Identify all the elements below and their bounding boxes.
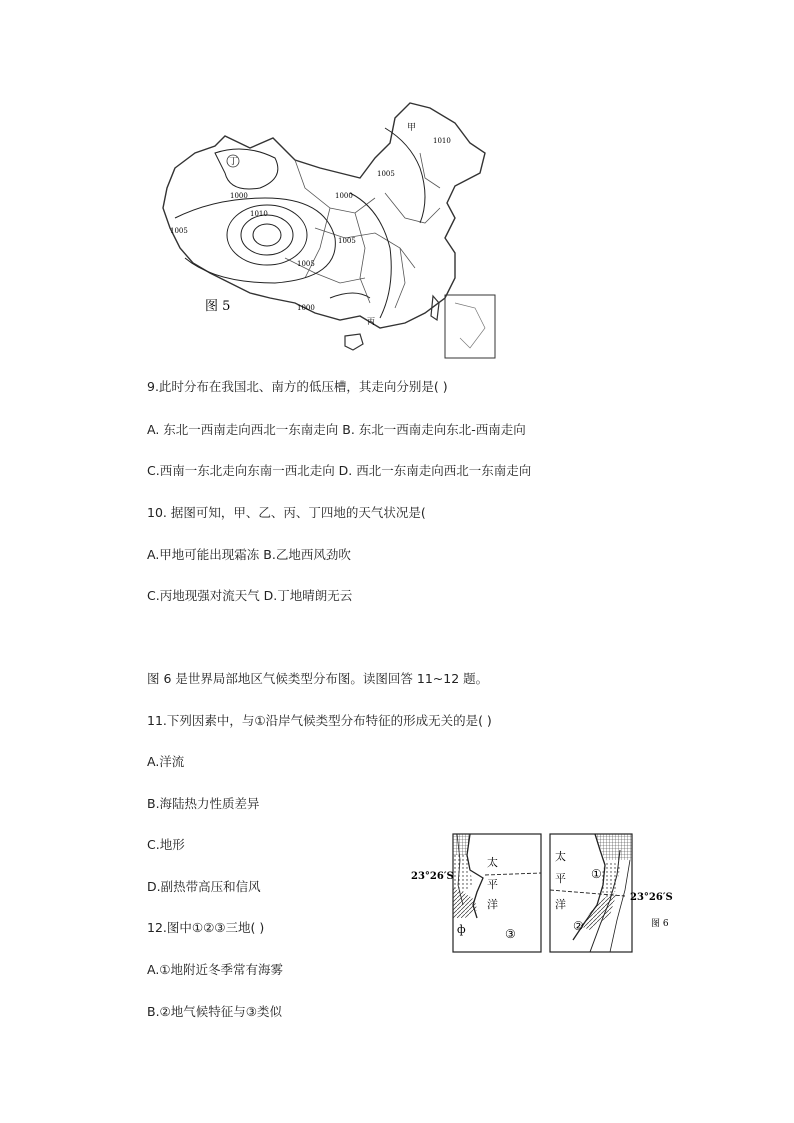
figure5-isobar-map [155,98,500,360]
q10-options-row2: C.丙地现强对流天气 D.丁地晴朗无云 [147,588,353,603]
q9-options-row1: A. 东北一西南走向西北一东南走向 B. 东北一西南走向东北-西南走向 [147,422,526,437]
marker-1: ① [591,867,602,881]
q11-option-a: A.洋流 [147,754,185,769]
taiwan-island [431,296,439,320]
right-ocean-char-3: 洋 [555,898,566,911]
isobar-label: 1000 [230,192,248,200]
q10-options-row1: A.甲地可能出现霜冻 B.乙地西风劲吹 [147,547,351,562]
figure6-caption: 图 6 [651,919,669,929]
isobar-label: 1010 [250,210,268,218]
isobar-label: 1000 [335,192,353,200]
left-latitude-label: 23°26′S [411,871,454,882]
left-ocean-char-3: 洋 [487,898,498,911]
inset-outline [455,303,485,348]
q11-option-d: D.副热带高压和信风 [147,879,261,894]
figure5-caption: 图 5 [205,299,231,314]
q10-stem: 10. 据图可知，甲、乙、丙、丁四地的天气状况是( [147,505,426,520]
isobar-label: 1000 [297,304,315,312]
q9-stem: 9.此时分布在我国北、南方的低压槽，其走向分别是( ) [147,379,448,394]
right-ocean-char-2: 平 [555,872,566,885]
marker-4: ф [457,923,466,936]
figure6-climate-map [405,830,685,955]
q11-option-c: C.地形 [147,837,185,852]
q11-option-b: B.海陆热力性质差异 [147,796,260,811]
figure6-intro: 图 6 是世界局部地区气候类型分布图。读图回答 11~12 题。 [147,671,489,686]
label-ding: 丁 [229,157,239,167]
province-borders [285,153,440,308]
isobar-label: 1005 [170,227,188,235]
right-land-hatch [580,892,617,930]
q12-option-b: B.②地气候特征与③类似 [147,1004,282,1019]
left-land-dots [453,855,473,892]
isobar-lines [175,128,425,318]
right-latitude-label: 23°26′S [630,892,673,903]
left-tropic-line [485,873,541,875]
marker-3: ③ [505,927,516,941]
label-bing: 丙 [367,317,375,326]
q9-options-row2: C.西南一东北走向东南一西北走向 D. 西北一东南走向西北一东南走向 [147,463,532,478]
right-land-grid [595,834,632,860]
isobar-label: 1005 [297,260,315,268]
left-ocean-char-2: 平 [487,878,498,891]
marker-2: ② [573,919,584,933]
south-china-sea-inset [445,295,495,358]
isobar-label: 1010 [433,137,451,145]
q12-option-a: A.①地附近冬季常有海雾 [147,962,284,977]
isobar-label: 1005 [338,237,356,245]
label-jia: 甲 [407,123,417,133]
left-ocean-char-1: 太 [487,856,498,869]
hainan-island [345,334,363,350]
q12-stem: 12.图中①②③三地( ) [147,920,265,935]
isobar-label: 1005 [377,170,395,178]
q11-stem: 11.下列因素中，与①沿岸气候类型分布特征的形成无关的是( ) [147,713,492,728]
right-ocean-char-1: 太 [555,850,566,863]
